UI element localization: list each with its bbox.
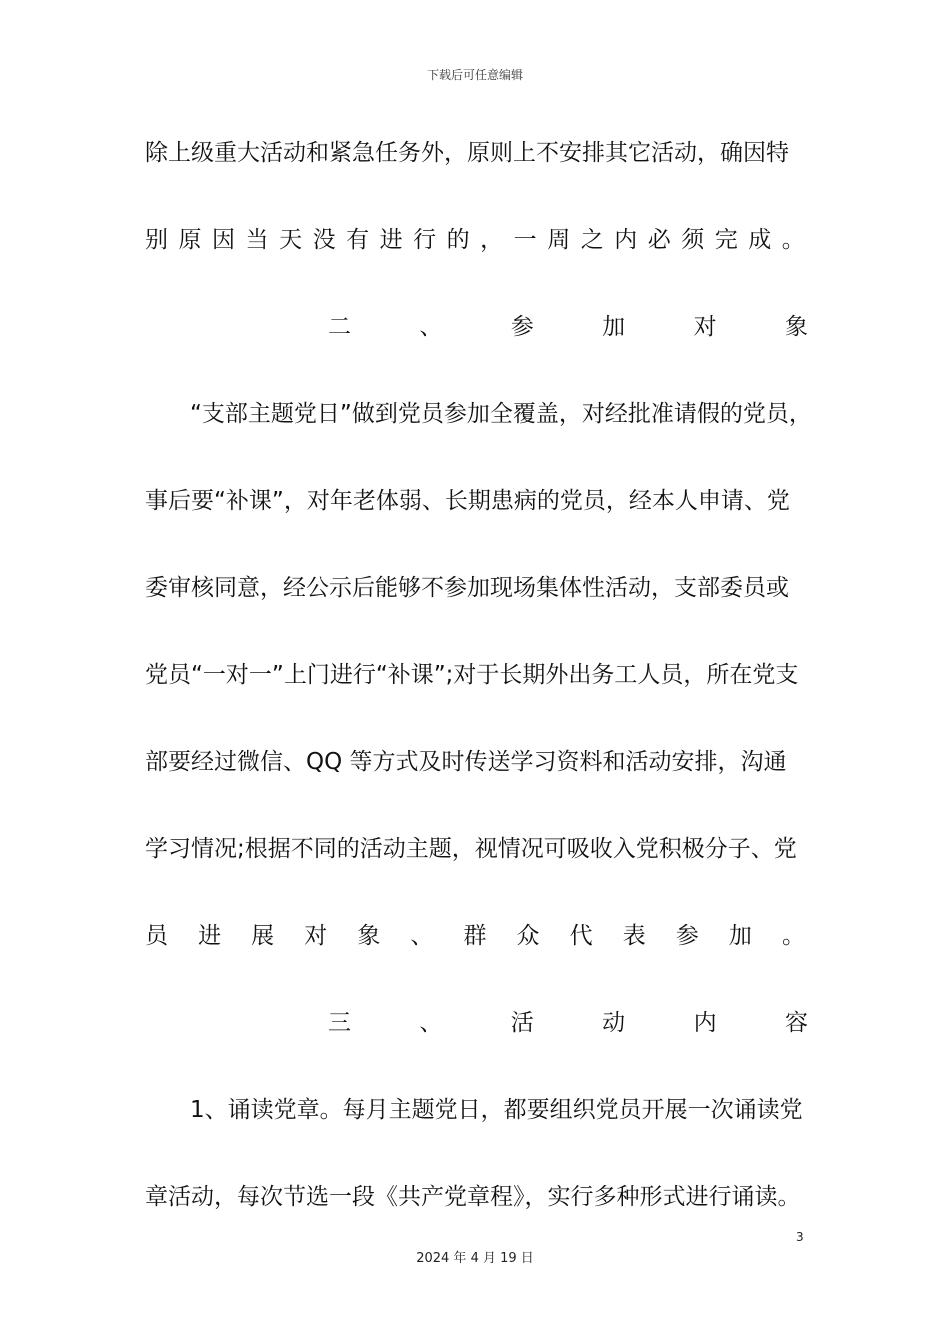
glyph: 。 [781,227,805,253]
glyph: 展 [251,923,275,949]
body-line-1: 除上级重大活动和紧急任务外，原则上不安排其它活动，确因特 [145,140,789,166]
body-line-13: 章活动，每次节选一段《共产党章程》，实行多种形式进行诵读。 [145,1184,801,1210]
page-number: 3 [796,1230,804,1244]
glyph: 三 [328,1010,351,1036]
body-line-8: 部要经过微信、QQ 等方式及时传送学习资料和活动安排，沟通 [145,749,787,775]
glyph: 内 [614,227,638,253]
body-line-2 [145,225,805,255]
glyph: 动 [602,1010,626,1036]
glyph: 。 [781,923,805,949]
glyph: 代 [569,923,593,949]
glyph: 、 [419,1010,443,1036]
glyph: 群 [463,923,487,949]
body-line-5: 事后要“补课”，对年老体弱、长期患病的党员，经本人申请、党 [145,488,790,514]
glyph: 内 [693,1010,717,1036]
glyph: 、 [419,314,443,340]
glyph: 象 [784,314,808,340]
glyph: 成 [748,227,772,253]
glyph: 员 [145,923,168,949]
glyph: 容 [784,1010,808,1036]
glyph: 当 [245,227,269,253]
glyph: 的 [446,227,470,253]
glyph: ， [480,227,504,253]
glyph: 众 [516,923,540,949]
glyph: 加 [602,314,626,340]
glyph: 象 [357,923,381,949]
body-line-10 [145,921,805,951]
body-line-12: 1、诵读党章。每月主题党日，都要组织党员开展一次诵读党 [190,1097,803,1123]
glyph: 、 [410,923,434,949]
glyph: 加 [728,923,752,949]
glyph: 须 [681,227,705,253]
glyph: 因 [212,227,236,253]
glyph: 原 [178,227,202,253]
section-heading-participants [328,312,808,342]
glyph: 有 [346,227,370,253]
glyph: 天 [279,227,303,253]
glyph: 之 [580,227,604,253]
glyph: 对 [693,314,717,340]
glyph: 活 [510,1010,534,1036]
body-line-7: 党员“一对一”上门进行“补课”;对于长期外出务工人员，所在党支 [145,662,799,688]
glyph: 二 [328,314,351,340]
page-header: 下载后可任意编辑 [426,68,523,82]
glyph: 完 [714,227,738,253]
glyph: 一 [513,227,537,253]
glyph: 表 [622,923,646,949]
section-heading-content [328,1008,808,1038]
glyph: 没 [312,227,336,253]
page-footer-date: 2024 年 4 月 19 日 [416,1251,534,1266]
body-line-4: “支部主题党日”做到党员参加全覆盖，对经批准请假的党员， [190,401,812,427]
glyph: 参 [675,923,699,949]
body-line-6: 委审核同意，经公示后能够不参加现场集体性活动，支部委员或 [145,575,789,601]
glyph: 行 [413,227,437,253]
glyph: 别 [145,227,168,253]
glyph: 必 [647,227,671,253]
glyph: 对 [304,923,328,949]
body-line-9: 学习情况;根据不同的活动主题，视情况可吸收入党积极分子、党 [145,836,797,862]
glyph: 进 [198,923,222,949]
glyph: 周 [547,227,571,253]
glyph: 进 [379,227,403,253]
glyph: 参 [510,314,534,340]
